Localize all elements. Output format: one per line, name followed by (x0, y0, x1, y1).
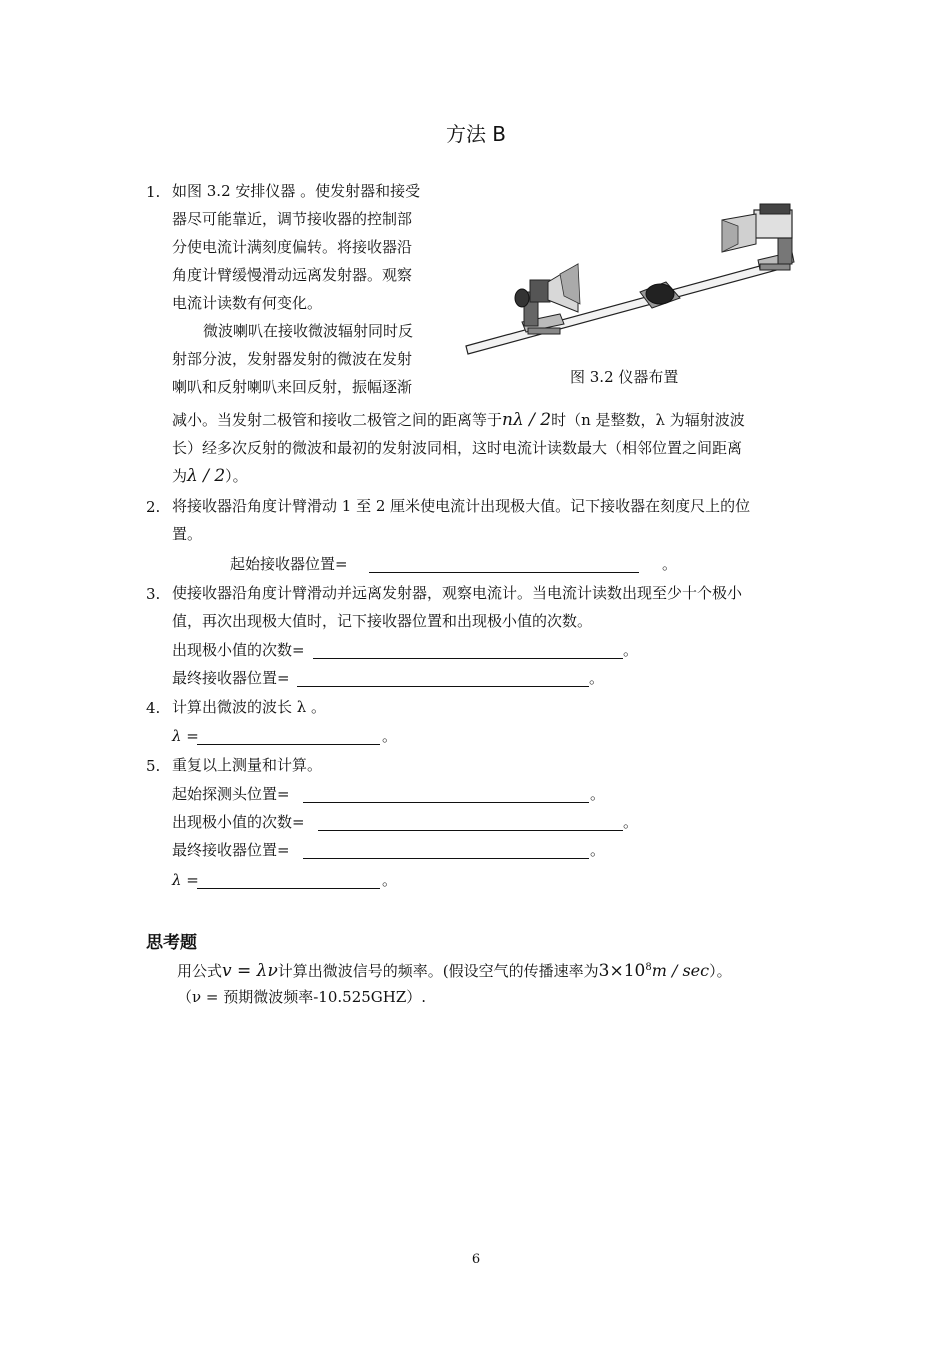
field-end-mark: 。 (623, 813, 639, 831)
minima-count-field[interactable] (313, 658, 623, 659)
field-end-mark: 。 (623, 641, 639, 659)
page-title: 方法 B (445, 122, 507, 146)
item-2-line-1: 将接收器沿角度计臂滑动 1 至 2 厘米使电流计出现极大值。记下接收器在刻度尺上的位 (172, 497, 751, 515)
wavelength-field[interactable] (197, 744, 380, 745)
item-1-line-10: 长）经多次反射的微波和最初的发射波同相，这时电流计读数最大（相邻位置之间距离 (172, 439, 743, 457)
figure-caption: 图 3.2 仪器布置 (570, 368, 679, 386)
start-receiver-position-label: 起始接收器位置= (230, 555, 348, 573)
formula-frequency: v = λν (222, 961, 278, 981)
item-1-line-5: 电流计读数有何变化。 (172, 294, 323, 312)
item-4-line-1: 计算出微波的波长 λ 。 (172, 698, 327, 716)
item-5-line-1: 重复以上测量和计算。 (172, 756, 323, 774)
item-3-line-2: 值，再次出现极大值时，记下接收器位置和出现极小值的次数。 (172, 612, 593, 630)
item-3-line-1: 使接收器沿角度计臂滑动并远离发射器，观察电流计。当电流计读数出现至少十个极小 (172, 584, 743, 602)
thinking-line-1: 用公式v = λν计算出微波信号的频率。(假设空气的传播速率为$3\times 10^8m / \sec$）。 (177, 961, 732, 981)
item-1-line-1: 如图 3.2 安排仪器 。使发射器和接受 (172, 182, 421, 200)
thinking-heading: 思考题 (146, 933, 197, 953)
item-1-number: 1. (146, 183, 161, 201)
final-receiver-position-field[interactable] (297, 686, 589, 687)
apparatus-illustration (460, 200, 812, 370)
repeat-final-position-field[interactable] (303, 858, 589, 859)
repeat-wavelength-field[interactable] (197, 888, 380, 889)
start-probe-position-label: 起始探测头位置= (172, 785, 290, 803)
item-2-number: 2. (146, 498, 161, 516)
field-end-mark: 。 (590, 841, 606, 859)
start-receiver-position-field[interactable] (369, 572, 639, 573)
item-2-line-2: 置。 (172, 525, 203, 543)
item-3-number: 3. (146, 585, 161, 603)
repeat-minima-count-label: 出现极小值的次数= (172, 813, 305, 831)
item-1-line-3: 分使电流计满刻度偏转。将接收器沿 (172, 238, 413, 256)
field-end-mark: 。 (382, 727, 398, 745)
item-1-line-7: 射部分波，发射器发射的微波在发射 (172, 350, 413, 368)
item-4-number: 4. (146, 699, 161, 717)
apparatus-figure (460, 200, 812, 370)
formula-lambda-half: λ / 2 (187, 466, 226, 486)
item-1-line-9: 减小。当发射二极管和接收二极管之间的距离等于nλ / 2时（n 是整数，λ 为辐射波波 (172, 410, 745, 430)
item-1-line-4: 角度计臂缓慢滑动远离发射器。观察 (172, 266, 413, 284)
formula-n-lambda-half: nλ / 2 (502, 410, 552, 430)
field-end-mark: 。 (589, 669, 605, 687)
repeat-final-position-label: 最终接收器位置= (172, 841, 290, 859)
repeat-wavelength-label: λ = (172, 871, 199, 889)
field-end-mark: 。 (590, 785, 606, 803)
minima-count-label: 出现极小值的次数= (172, 641, 305, 659)
item-1-line-8: 喇叭和反射喇叭来回反射，振幅逐渐 (172, 378, 413, 396)
item-1-line-6: 微波喇叭在接收微波辐射同时反 (203, 322, 414, 340)
page-number: 6 (471, 1252, 481, 1267)
thinking-line-2: （ν = 预期微波频率-10.525GHZ）. (177, 988, 427, 1006)
item-5-number: 5. (146, 757, 161, 775)
field-end-mark: 。 (662, 555, 678, 573)
field-end-mark: 。 (382, 871, 398, 889)
start-probe-position-field[interactable] (303, 802, 589, 803)
item-1-line-11: 为λ / 2）。 (172, 466, 248, 486)
repeat-minima-count-field[interactable] (318, 830, 623, 831)
wavelength-label: λ = (172, 727, 199, 745)
item-1-line-2: 器尽可能靠近，调节接收器的控制部 (172, 210, 413, 228)
final-receiver-position-label: 最终接收器位置= (172, 669, 290, 687)
